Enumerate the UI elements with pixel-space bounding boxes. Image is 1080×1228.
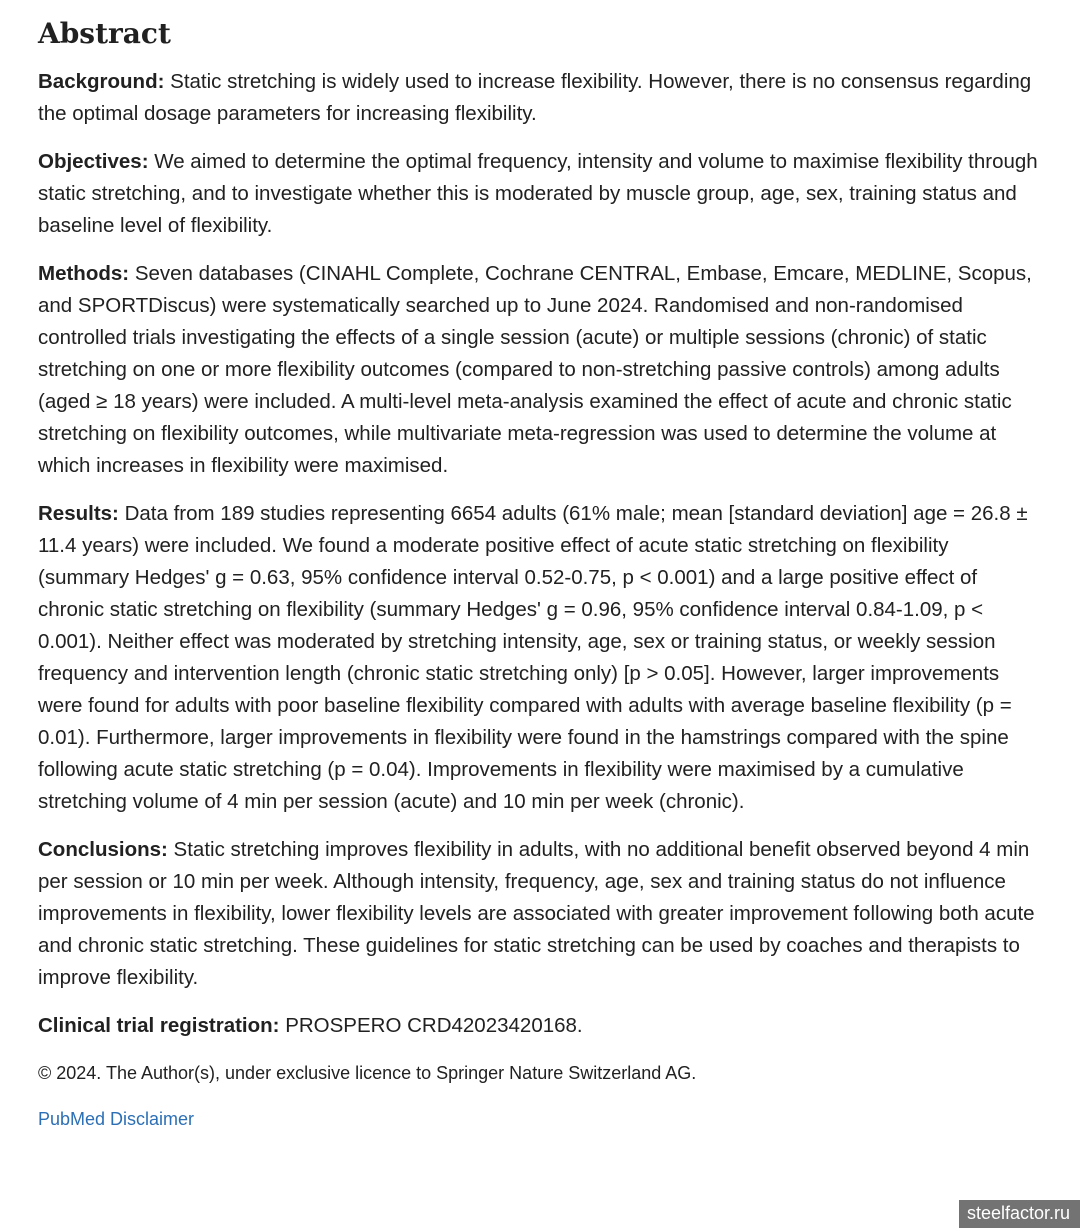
section-text: Static stretching improves flexibility in adults, with no additional benefit observed beyond 4 min per session or 10 min per week. Although intensity, frequency, age, sex and training status do not influence improvements in flexibility, lower flexibility levels are associated with greater improvement following both acute and chronic static stretching. These guidelines for static stretching can be used by coaches and therapists to improve flexibility. (38, 838, 1035, 989)
abstract-container (38, 14, 1038, 1134)
section-text: Seven databases (CINAHL Complete, Cochrane CENTRAL, Embase, Emcare, MEDLINE, Scopus, and SPORTDiscus) were systematically searched up to June 2024. Randomised and non-randomised controlled trials investigating the effects of a single session (acute) or multiple sessions (chronic) of static stretching on one or more flexibility outcomes (compared to non-stretching passive controls) among adults (aged ≥ 18 years) were included. A multi-level meta-analysis examined the effect of acute and chronic static stretching on flexibility outcomes, while multivariate meta-regression was used to determine the volume at which increases in flexibility were maximised. (38, 262, 1032, 477)
pubmed-disclaimer-link[interactable]: PubMed Disclaimer (38, 1109, 195, 1129)
section-text: PROSPERO CRD42023420168. (285, 1014, 583, 1037)
section-label: Methods: (38, 262, 130, 285)
section-label: Background: (38, 70, 165, 93)
abstract-section-conclusions (38, 834, 1038, 994)
section-label: Clinical trial registration: (38, 1014, 280, 1037)
section-text: We aimed to determine the optimal frequency, intensity and volume to maximise flexibility through static stretching, and to investigate whether this is moderated by muscle group, age, sex, training status and baseline level of flexibility. (38, 150, 1038, 237)
section-text: Data from 189 studies representing 6654 adults (61% male; mean [standard deviation] age = 26.8 ± 11.4 years) were included. We found a moderate positive effect of acute static stretching on flexibility (summary Hedges' g = 0.63, 95% confidence interval 0.52-0.75, p < 0.001) and a large positive effect of chronic static stretching on flexibility (summary Hedges' g = 0.96, 95% confidence interval 0.84-1.09, p < 0.001). Neither effect was moderated by stretching intensity, age, sex or training status, or weekly session frequency and intervention length (chronic static stretching only) [p > 0.05]. However, larger improvements were found for adults with poor baseline flexibility compared with adults with average baseline flexibility (p = 0.01). Furthermore, larger improvements in flexibility were found in the hamstrings compared with the spine following acute static stretching (p = 0.04). Improvements in flexibility were maximised by a cumulative stretching volume of 4 min per session (acute) and 10 min per week (chronic). (38, 502, 1028, 813)
watermark: steelfactor.ru (959, 1200, 1080, 1228)
abstract-section-methods (38, 258, 1038, 482)
abstract-section-objectives (38, 146, 1038, 242)
section-label: Objectives: (38, 150, 149, 173)
abstract-section-background (38, 66, 1038, 130)
section-label: Results: (38, 502, 119, 525)
copyright-notice: © 2024. The Author(s), under exclusive licence to Springer Nature Switzerland AG. (38, 1063, 697, 1083)
abstract-section-results (38, 498, 1038, 818)
abstract-section-trial-registration (38, 1010, 1038, 1042)
abstract-heading: Abstract (38, 17, 171, 50)
section-label: Conclusions: (38, 838, 168, 861)
section-text: Static stretching is widely used to increase flexibility. However, there is no consensus regarding the optimal dosage parameters for increasing flexibility. (38, 70, 1032, 125)
